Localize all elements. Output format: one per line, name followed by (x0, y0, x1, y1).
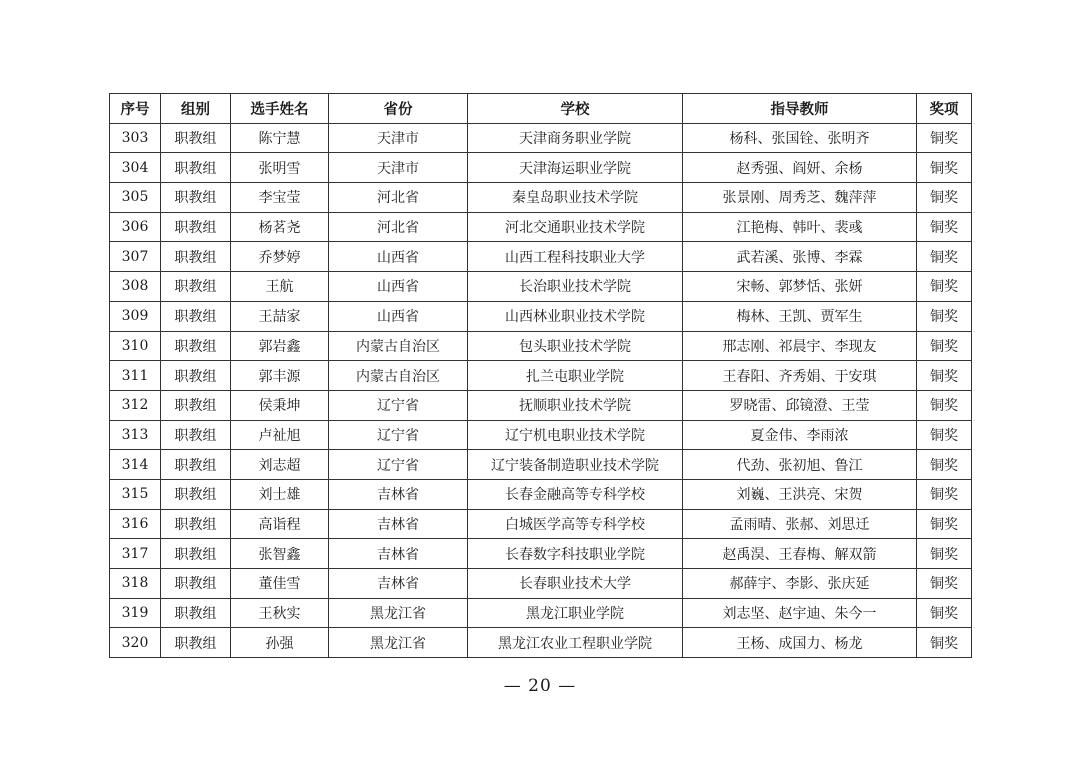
cell-col-province: 吉林省 (329, 539, 468, 569)
table-row (110, 450, 972, 480)
cell-col-school: 辽宁机电职业技术学院 (468, 420, 683, 450)
page-number: — 20 — (503, 676, 577, 696)
cell-col-advisors: 刘志坚、赵宇迪、朱今一 (683, 598, 917, 628)
cell-col-province: 黑龙江省 (329, 598, 468, 628)
table-row (110, 242, 972, 272)
cell-col-award: 铜奖 (917, 479, 972, 509)
cell-col-index: 320 (110, 628, 161, 658)
cell-col-index: 314 (110, 450, 161, 480)
cell-col-advisors: 宋畅、郭梦恬、张妍 (683, 272, 917, 302)
cell-col-contestant: 郭岩鑫 (231, 331, 329, 361)
table-row (110, 153, 972, 183)
cell-col-province: 辽宁省 (329, 420, 468, 450)
cell-col-school: 秦皇岛职业技术学院 (468, 183, 683, 213)
cell-col-award: 铜奖 (917, 242, 972, 272)
cell-col-award: 铜奖 (917, 598, 972, 628)
table-row (110, 331, 972, 361)
cell-col-province: 天津市 (329, 123, 468, 153)
cell-col-group: 职教组 (161, 628, 231, 658)
cell-col-advisors: 杨科、张国铨、张明齐 (683, 123, 917, 153)
cell-col-province: 内蒙古自治区 (329, 331, 468, 361)
cell-col-group: 职教组 (161, 331, 231, 361)
cell-col-advisors: 郝薛宇、李影、张庆延 (683, 569, 917, 599)
cell-col-index: 305 (110, 183, 161, 213)
header-col-contestant: 选手姓名 (231, 94, 329, 124)
header-col-index: 序号 (110, 94, 161, 124)
table-row (110, 361, 972, 391)
cell-col-award: 铜奖 (917, 331, 972, 361)
cell-col-province: 河北省 (329, 183, 468, 213)
cell-col-province: 吉林省 (329, 569, 468, 599)
cell-col-award: 铜奖 (917, 569, 972, 599)
cell-col-group: 职教组 (161, 123, 231, 153)
cell-col-contestant: 杨茗尧 (231, 212, 329, 242)
cell-col-school: 河北交通职业技术学院 (468, 212, 683, 242)
table-row (110, 628, 972, 658)
cell-col-province: 吉林省 (329, 509, 468, 539)
table-row (110, 569, 972, 599)
cell-col-school: 长春金融高等专科学校 (468, 479, 683, 509)
cell-col-index: 308 (110, 272, 161, 302)
cell-col-group: 职教组 (161, 361, 231, 391)
cell-col-contestant: 孙强 (231, 628, 329, 658)
cell-col-index: 315 (110, 479, 161, 509)
cell-col-index: 313 (110, 420, 161, 450)
cell-col-province: 山西省 (329, 242, 468, 272)
cell-col-advisors: 夏金伟、李雨浓 (683, 420, 917, 450)
cell-col-province: 内蒙古自治区 (329, 361, 468, 391)
cell-col-school: 黑龙江农业工程职业学院 (468, 628, 683, 658)
table-row (110, 272, 972, 302)
cell-col-award: 铜奖 (917, 628, 972, 658)
cell-col-school: 山西工程科技职业大学 (468, 242, 683, 272)
header-col-advisors: 指导教师 (683, 94, 917, 124)
cell-col-award: 铜奖 (917, 272, 972, 302)
table-row (110, 212, 972, 242)
cell-col-index: 307 (110, 242, 161, 272)
cell-col-award: 铜奖 (917, 212, 972, 242)
cell-col-index: 319 (110, 598, 161, 628)
cell-col-advisors: 梅林、王凯、贾军生 (683, 301, 917, 331)
cell-col-award: 铜奖 (917, 420, 972, 450)
cell-col-contestant: 刘志超 (231, 450, 329, 480)
cell-col-award: 铜奖 (917, 361, 972, 391)
cell-col-contestant: 侯秉坤 (231, 390, 329, 420)
cell-col-index: 317 (110, 539, 161, 569)
cell-col-school: 天津商务职业学院 (468, 123, 683, 153)
cell-col-contestant: 李宝莹 (231, 183, 329, 213)
cell-col-award: 铜奖 (917, 539, 972, 569)
cell-col-province: 辽宁省 (329, 390, 468, 420)
table-header-row (110, 94, 972, 124)
cell-col-index: 306 (110, 212, 161, 242)
cell-col-group: 职教组 (161, 242, 231, 272)
table-row (110, 509, 972, 539)
cell-col-advisors: 王春阳、齐秀娟、于安琪 (683, 361, 917, 391)
table-row (110, 301, 972, 331)
cell-col-contestant: 王航 (231, 272, 329, 302)
cell-col-school: 天津海运职业学院 (468, 153, 683, 183)
cell-col-advisors: 孟雨晴、张郝、刘思迁 (683, 509, 917, 539)
cell-col-award: 铜奖 (917, 390, 972, 420)
cell-col-group: 职教组 (161, 183, 231, 213)
cell-col-province: 山西省 (329, 301, 468, 331)
cell-col-school: 辽宁装备制造职业技术学院 (468, 450, 683, 480)
cell-col-award: 铜奖 (917, 509, 972, 539)
cell-col-group: 职教组 (161, 420, 231, 450)
cell-col-contestant: 王喆家 (231, 301, 329, 331)
cell-col-province: 黑龙江省 (329, 628, 468, 658)
cell-col-index: 303 (110, 123, 161, 153)
cell-col-advisors: 刘巍、王洪亮、宋贺 (683, 479, 917, 509)
cell-col-province: 吉林省 (329, 479, 468, 509)
cell-col-group: 职教组 (161, 479, 231, 509)
cell-col-province: 天津市 (329, 153, 468, 183)
cell-col-advisors: 罗晓雷、邱镜澄、王莹 (683, 390, 917, 420)
cell-col-group: 职教组 (161, 569, 231, 599)
cell-col-award: 铜奖 (917, 301, 972, 331)
header-col-award: 奖项 (917, 94, 972, 124)
table-row (110, 420, 972, 450)
cell-col-contestant: 卢祉旭 (231, 420, 329, 450)
cell-col-index: 316 (110, 509, 161, 539)
cell-col-award: 铜奖 (917, 153, 972, 183)
cell-col-group: 职教组 (161, 539, 231, 569)
table-row (110, 598, 972, 628)
table-row (110, 479, 972, 509)
cell-col-group: 职教组 (161, 509, 231, 539)
cell-col-province: 辽宁省 (329, 450, 468, 480)
cell-col-school: 长春数字科技职业学院 (468, 539, 683, 569)
cell-col-school: 抚顺职业技术学院 (468, 390, 683, 420)
cell-col-contestant: 高诣程 (231, 509, 329, 539)
cell-col-school: 包头职业技术学院 (468, 331, 683, 361)
cell-col-group: 职教组 (161, 301, 231, 331)
cell-col-school: 白城医学高等专科学校 (468, 509, 683, 539)
cell-col-school: 扎兰屯职业学院 (468, 361, 683, 391)
cell-col-advisors: 赵禹淏、王春梅、解双箭 (683, 539, 917, 569)
cell-col-group: 职教组 (161, 272, 231, 302)
cell-col-advisors: 赵秀强、阎妍、余杨 (683, 153, 917, 183)
cell-col-advisors: 张景刚、周秀芝、魏萍萍 (683, 183, 917, 213)
table-row (110, 539, 972, 569)
cell-col-group: 职教组 (161, 212, 231, 242)
cell-col-contestant: 刘士雄 (231, 479, 329, 509)
cell-col-province: 山西省 (329, 272, 468, 302)
table-body (110, 123, 972, 657)
header-col-province: 省份 (329, 94, 468, 124)
cell-col-school: 长治职业技术学院 (468, 272, 683, 302)
cell-col-index: 309 (110, 301, 161, 331)
cell-col-contestant: 王秋实 (231, 598, 329, 628)
cell-col-index: 312 (110, 390, 161, 420)
table-row (110, 123, 972, 153)
table-row (110, 183, 972, 213)
cell-col-index: 304 (110, 153, 161, 183)
cell-col-contestant: 张明雪 (231, 153, 329, 183)
cell-col-advisors: 王杨、成国力、杨龙 (683, 628, 917, 658)
cell-col-contestant: 陈宁慧 (231, 123, 329, 153)
cell-col-contestant: 乔梦婷 (231, 242, 329, 272)
cell-col-contestant: 郭丰源 (231, 361, 329, 391)
cell-col-index: 318 (110, 569, 161, 599)
cell-col-index: 310 (110, 331, 161, 361)
cell-col-advisors: 代劲、张初旭、鲁江 (683, 450, 917, 480)
cell-col-contestant: 董佳雪 (231, 569, 329, 599)
cell-col-group: 职教组 (161, 450, 231, 480)
cell-col-award: 铜奖 (917, 450, 972, 480)
header-col-group: 组别 (161, 94, 231, 124)
cell-col-contestant: 张智鑫 (231, 539, 329, 569)
cell-col-school: 山西林业职业技术学院 (468, 301, 683, 331)
cell-col-advisors: 武若溪、张博、李霖 (683, 242, 917, 272)
cell-col-group: 职教组 (161, 598, 231, 628)
award-table (109, 93, 972, 658)
cell-col-advisors: 江艳梅、韩叶、裴彧 (683, 212, 917, 242)
cell-col-province: 河北省 (329, 212, 468, 242)
cell-col-group: 职教组 (161, 390, 231, 420)
header-col-school: 学校 (468, 94, 683, 124)
cell-col-award: 铜奖 (917, 183, 972, 213)
table-row (110, 390, 972, 420)
cell-col-group: 职教组 (161, 153, 231, 183)
cell-col-award: 铜奖 (917, 123, 972, 153)
cell-col-school: 黑龙江职业学院 (468, 598, 683, 628)
cell-col-index: 311 (110, 361, 161, 391)
cell-col-advisors: 邢志刚、祁晨宇、李现友 (683, 331, 917, 361)
cell-col-school: 长春职业技术大学 (468, 569, 683, 599)
